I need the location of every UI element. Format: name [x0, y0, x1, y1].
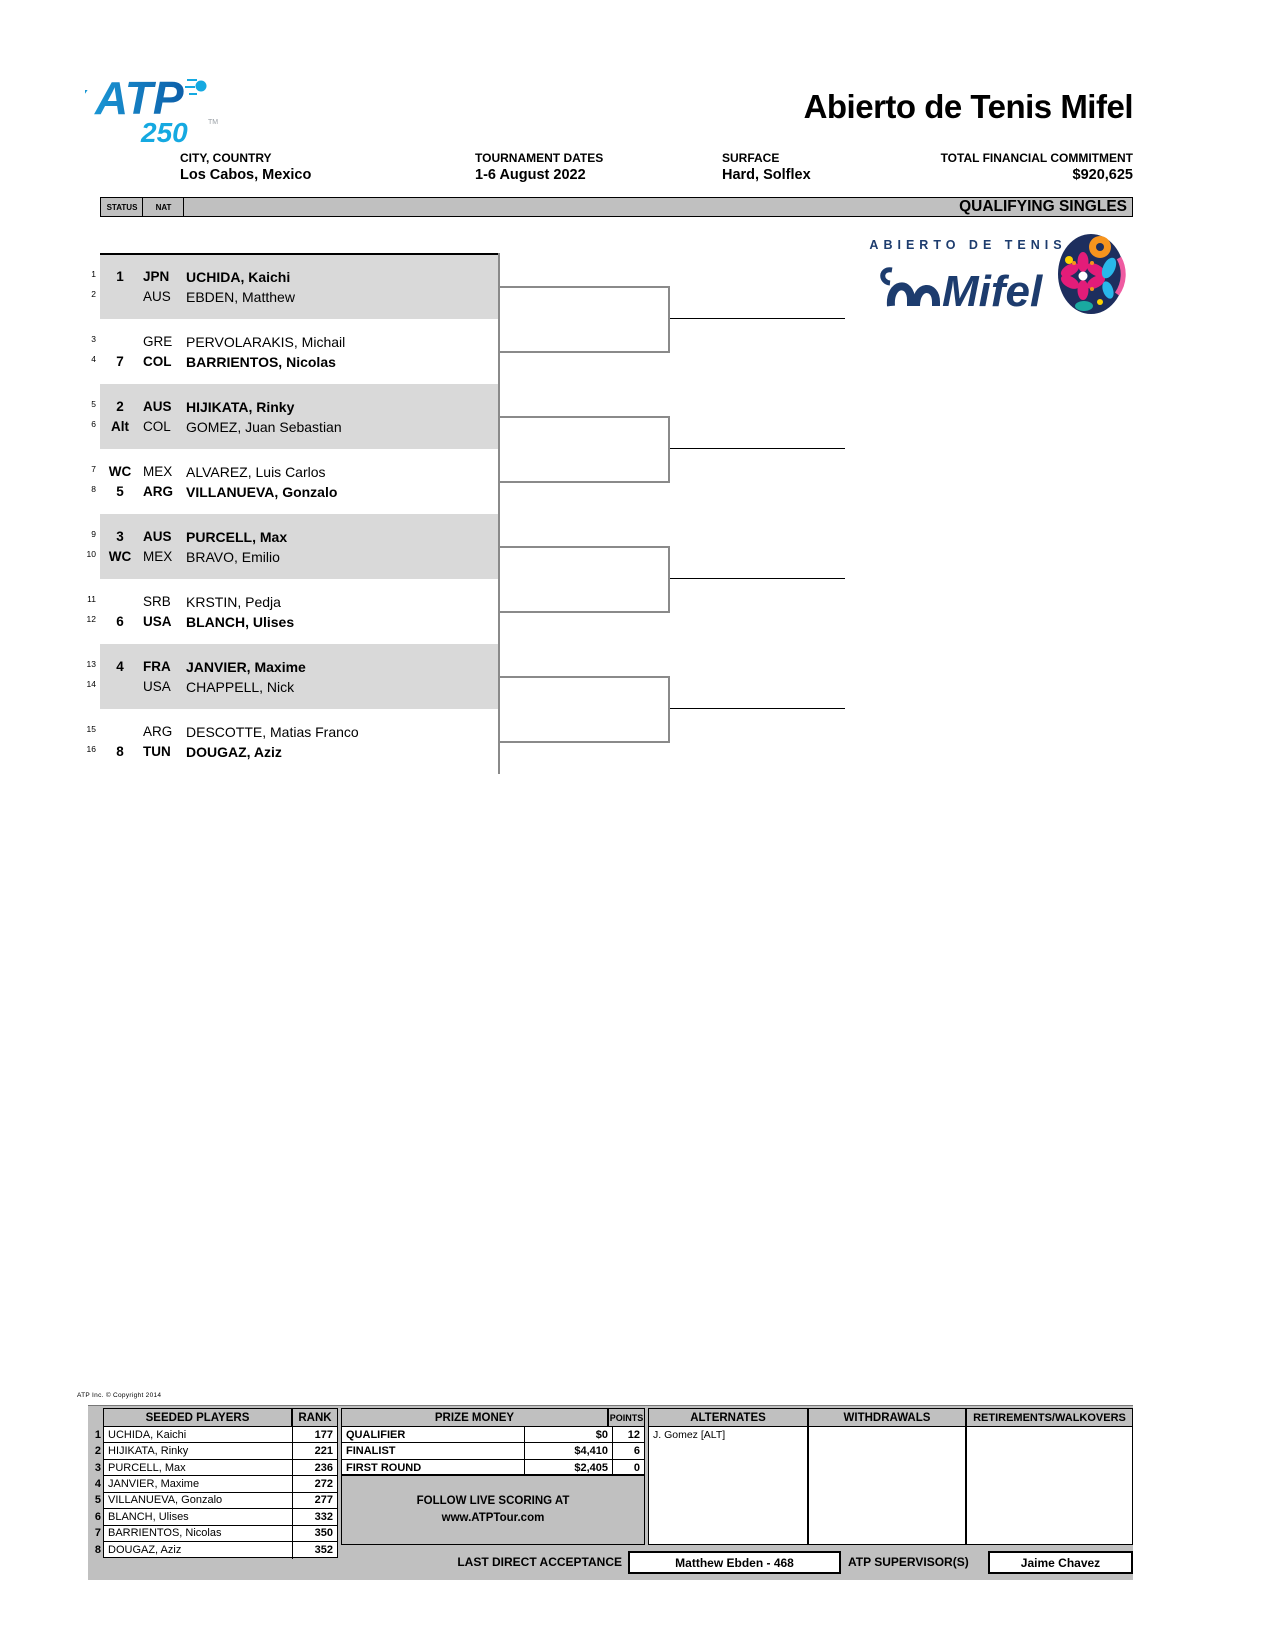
player-status: Alt	[111, 418, 129, 434]
player-name: BLANCH, Ulises	[186, 613, 295, 630]
seeded-player-row	[94, 1427, 337, 1443]
withdrawals-box	[808, 1426, 966, 1545]
player-name: DESCOTTE, Matias Franco	[186, 723, 359, 740]
line-number: 6	[91, 418, 96, 429]
player-status: WC	[108, 463, 132, 479]
seed-number: 3	[94, 1461, 101, 1474]
bracket-pair-block	[91, 384, 498, 449]
bracket-player-row	[86, 612, 498, 632]
prize-round-label: QUALIFIER	[346, 1428, 406, 1441]
trademark-symbol: TM	[208, 119, 219, 126]
prize-amount: $2,405	[524, 1460, 612, 1476]
bracket-pair-block	[86, 709, 498, 774]
alternate-entry: J. Gomez [ALT]	[653, 1429, 726, 1441]
player-status: WC	[108, 548, 132, 564]
seed-player-name: UCHIDA, Kaichi	[108, 1428, 187, 1441]
points-header: POINTS	[608, 1408, 645, 1427]
player-name: UCHIDA, Kaichi	[186, 268, 291, 285]
player-status	[100, 722, 140, 742]
player-nationality: SRB	[143, 593, 171, 609]
alternates-box	[648, 1426, 808, 1545]
bracket-pair-block	[86, 644, 498, 709]
player-status: 7	[116, 353, 124, 369]
last-direct-acceptance-value: Matthew Ebden - 468	[628, 1551, 841, 1574]
mifel-ball-icon	[1056, 232, 1126, 316]
seeded-players-header: SEEDED PLAYERS	[103, 1408, 292, 1427]
mifel-wordmark: Mifel	[942, 267, 1043, 316]
seed-player-name: BLANCH, Ulises	[108, 1510, 189, 1523]
bracket-player-row	[86, 742, 498, 762]
seed-number: 8	[94, 1544, 101, 1557]
player-name: VILLANUEVA, Gonzalo	[186, 483, 338, 500]
bracket-player-row	[91, 482, 498, 502]
player-status: 4	[116, 658, 124, 674]
supervisor-value: Jaime Chavez	[988, 1551, 1133, 1574]
status-column-header: STATUS	[100, 197, 144, 217]
line-number: 8	[91, 483, 96, 494]
bracket-player-row	[86, 657, 498, 677]
bracket-player-row	[86, 722, 498, 742]
player-status: 1	[116, 268, 124, 284]
last-direct-acceptance-label: LAST DIRECT ACCEPTANCE	[457, 1555, 622, 1569]
player-nationality: GRE	[143, 333, 173, 349]
prize-amount: $0	[524, 1427, 612, 1442]
retirements-header: RETIREMENTS/WALKOVERS	[966, 1408, 1133, 1427]
seed-player-rank: 236	[292, 1460, 337, 1475]
player-nationality: USA	[143, 678, 171, 694]
player-nationality: COL	[143, 353, 172, 369]
live-scoring-box	[341, 1475, 645, 1545]
field-value: $920,625	[1072, 167, 1133, 183]
player-name: BARRIENTOS, Nicolas	[186, 353, 336, 370]
copyright-note: ATP Inc. © Copyright 2014	[77, 1392, 162, 1399]
bracket-pair-block	[91, 319, 498, 384]
bracket-player-row	[91, 287, 498, 307]
nat-column-header: NAT	[142, 197, 185, 217]
bracket-pair-block	[91, 254, 498, 319]
seed-player-name: JANVIER, Maxime	[108, 1478, 200, 1491]
seed-player-rank: 332	[292, 1509, 337, 1524]
supervisor-label: ATP SUPERVISOR(S)	[848, 1555, 969, 1569]
seed-player-rank: 221	[292, 1443, 337, 1458]
rank-header: RANK	[292, 1408, 338, 1427]
seeded-player-row	[94, 1509, 337, 1525]
bracket-player-row	[91, 267, 498, 287]
line-number: 4	[91, 353, 96, 364]
bracket-player-row	[91, 332, 498, 352]
alternates-header: ALTERNATES	[648, 1408, 808, 1427]
player-nationality: JPN	[143, 268, 170, 284]
line-number: 5	[91, 398, 96, 409]
player-status	[100, 332, 140, 352]
mifel-logo	[878, 256, 1053, 318]
prize-money-header: PRIZE MONEY	[341, 1408, 608, 1427]
withdrawals-header: WITHDRAWALS	[808, 1408, 966, 1427]
seed-player-rank: 350	[292, 1526, 337, 1541]
field-label: TOTAL FINANCIAL COMMITMENT	[940, 151, 1133, 165]
player-status	[100, 677, 140, 697]
qualifying-bracket	[86, 254, 498, 774]
atp-speed-line-icon	[85, 90, 88, 95]
line-number: 10	[86, 548, 96, 559]
prize-round-label: FIRST ROUND	[346, 1461, 422, 1474]
seed-player-name: PURCELL, Max	[108, 1461, 186, 1474]
seed-number: 1	[94, 1428, 101, 1441]
field-label: SURFACE	[722, 151, 780, 165]
prize-money-table	[341, 1426, 645, 1475]
player-nationality: USA	[143, 613, 172, 629]
line-number: 9	[91, 528, 96, 539]
atp-logo-text: ATP	[95, 72, 184, 124]
prize-points: 12	[612, 1427, 644, 1442]
player-name: ALVAREZ, Luis Carlos	[186, 463, 326, 480]
seeded-player-row	[94, 1460, 337, 1476]
bracket-player-row	[91, 527, 498, 547]
field-label: CITY, COUNTRY	[180, 151, 272, 165]
field-value: 1-6 August 2022	[475, 167, 586, 183]
player-nationality: ARG	[143, 483, 173, 499]
sponsor-tagline: ABIERTO DE TENIS	[869, 238, 1067, 252]
prize-row	[342, 1443, 644, 1459]
line-number: 14	[86, 678, 96, 689]
player-nationality: AUS	[143, 288, 171, 304]
line-number: 13	[86, 658, 96, 669]
line-number: 16	[86, 743, 96, 754]
player-status: 2	[116, 398, 124, 414]
seed-player-rank: 272	[292, 1476, 337, 1491]
player-name: EBDEN, Matthew	[186, 288, 295, 305]
live-scoring-line1: FOLLOW LIVE SCORING AT	[416, 1495, 570, 1507]
seed-player-name: BARRIENTOS, Nicolas	[108, 1527, 222, 1540]
ball-streaks-icon	[185, 80, 197, 94]
player-name: JANVIER, Maxime	[186, 658, 306, 675]
player-nationality: COL	[143, 418, 171, 434]
player-nationality: MEX	[143, 548, 173, 564]
bracket-pair-block	[86, 514, 498, 579]
mifel-swoosh-icon	[883, 270, 936, 306]
player-status	[100, 592, 140, 612]
field-financial-commitment	[830, 151, 1133, 185]
retirements-box	[966, 1426, 1133, 1545]
bracket-player-row	[91, 417, 498, 437]
live-scoring-url: www.ATPTour.com	[441, 1512, 545, 1524]
line-number: 1	[91, 268, 96, 279]
bracket-player-row	[91, 462, 498, 482]
bracket-player-row	[86, 677, 498, 697]
player-nationality: AUS	[143, 398, 172, 414]
prize-points: 0	[612, 1460, 644, 1476]
draw-type-banner: QUALIFYING SINGLES	[183, 197, 1133, 217]
prize-row	[342, 1460, 644, 1476]
seed-player-rank: 352	[292, 1542, 337, 1558]
prize-points: 6	[612, 1443, 644, 1458]
seed-number: 6	[94, 1510, 101, 1523]
atp-250-logo	[85, 68, 225, 148]
line-number: 7	[91, 463, 96, 474]
line-number: 11	[87, 593, 96, 604]
player-name: CHAPPELL, Nick	[186, 678, 295, 695]
bracket-pair-block	[86, 579, 498, 644]
field-value: Los Cabos, Mexico	[180, 167, 312, 183]
tennis-ball-icon	[196, 81, 207, 92]
player-name: PERVOLARAKIS, Michail	[186, 333, 346, 350]
player-nationality: ARG	[143, 723, 173, 739]
line-number: 3	[91, 333, 96, 344]
seeded-player-row	[94, 1493, 337, 1509]
player-name: BRAVO, Emilio	[186, 548, 280, 565]
seed-player-name: HIJIKATA, Rinky	[108, 1445, 189, 1458]
field-surface	[722, 151, 811, 185]
bracket-player-row	[86, 547, 498, 567]
seeded-player-row	[94, 1443, 337, 1459]
player-nationality: MEX	[143, 463, 173, 479]
seed-number: 7	[94, 1527, 101, 1540]
bracket-pair-block	[91, 449, 498, 514]
field-label: TOURNAMENT DATES	[475, 151, 604, 165]
seeded-player-row	[94, 1476, 337, 1492]
prize-round-label: FINALIST	[346, 1444, 396, 1457]
line-number: 12	[86, 613, 96, 624]
player-status	[100, 287, 140, 307]
tournament-title: Abierto de Tenis Mifel	[803, 88, 1133, 125]
seed-number: 4	[94, 1478, 101, 1491]
field-city-country	[180, 151, 311, 185]
player-name: KRSTIN, Pedja	[186, 593, 281, 610]
bracket-player-row	[91, 352, 498, 372]
seeded-players-table	[94, 1426, 338, 1558]
player-status: 5	[116, 483, 124, 499]
field-tournament-dates	[475, 151, 603, 185]
player-status: 3	[116, 528, 124, 544]
player-status: 6	[116, 613, 124, 629]
field-value: Hard, Solflex	[722, 167, 811, 183]
player-nationality: AUS	[143, 528, 172, 544]
player-name: DOUGAZ, Aziz	[186, 743, 282, 760]
player-name: GOMEZ, Juan Sebastian	[186, 418, 342, 435]
bracket-player-row	[87, 592, 498, 612]
line-number: 2	[91, 288, 96, 299]
atp-tier-text: 250	[141, 117, 188, 148]
seeded-player-row	[94, 1526, 337, 1542]
seed-player-name: VILLANUEVA, Gonzalo	[108, 1494, 223, 1507]
seed-number: 2	[94, 1445, 101, 1458]
line-number: 15	[86, 723, 96, 734]
seed-player-rank: 277	[292, 1493, 337, 1508]
player-name: PURCELL, Max	[186, 528, 288, 545]
prize-row	[342, 1427, 644, 1443]
seed-number: 5	[94, 1494, 101, 1507]
player-nationality: FRA	[143, 658, 171, 674]
player-name: HIJIKATA, Rinky	[186, 398, 295, 415]
seed-player-rank: 177	[292, 1427, 337, 1442]
seeded-player-row	[94, 1542, 337, 1558]
bracket-player-row	[91, 397, 498, 417]
prize-amount: $4,410	[524, 1443, 612, 1458]
seed-player-name: DOUGAZ, Aziz	[108, 1544, 182, 1557]
player-nationality: TUN	[143, 743, 171, 759]
player-status: 8	[116, 743, 124, 759]
